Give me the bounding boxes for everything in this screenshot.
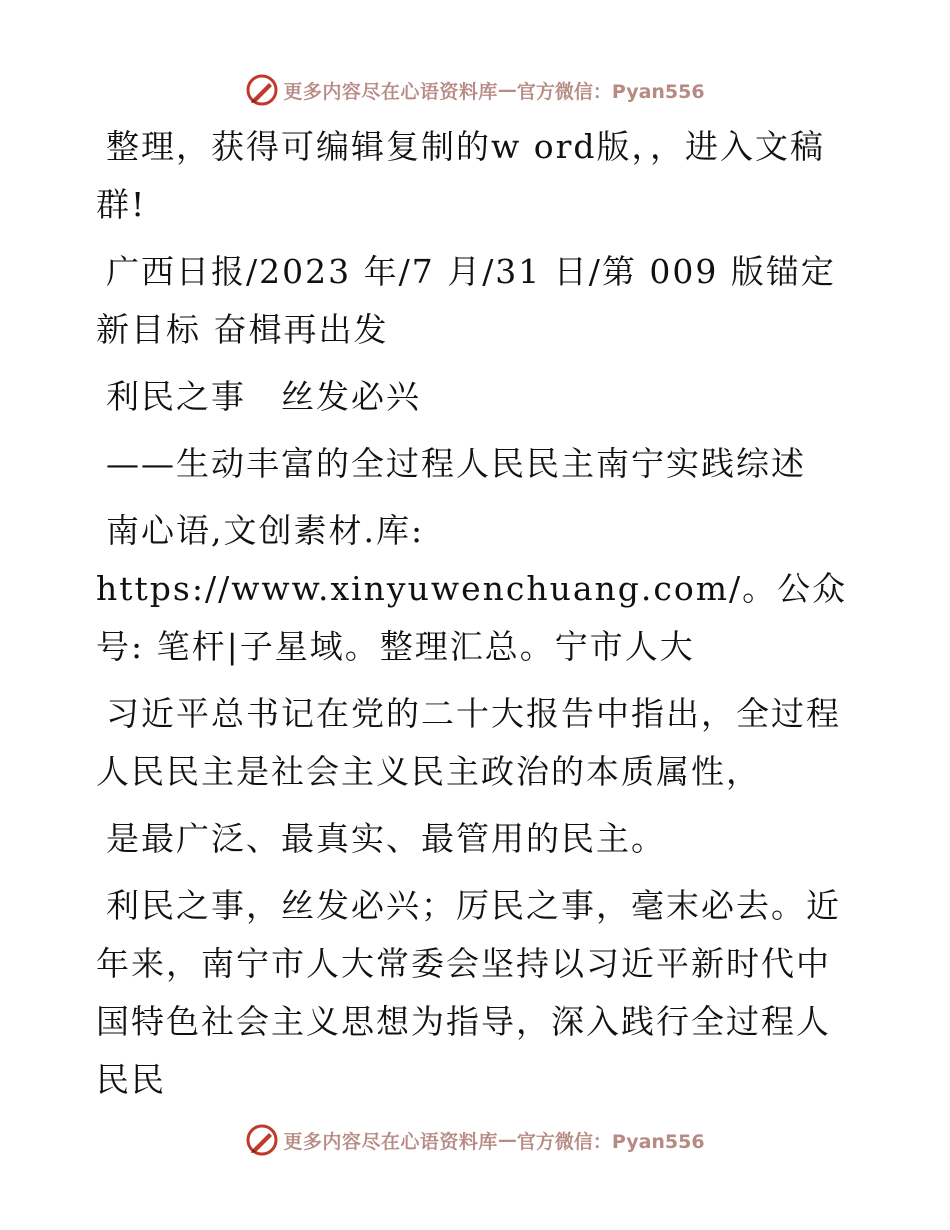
- paragraph-intro: 整理，获得可编辑复制的w ord版，，进入文稿群!: [96, 127, 826, 224]
- banner-separator: —: [497, 1129, 517, 1151]
- logo-icon: [245, 73, 279, 107]
- article-subtitle: ——生动丰富的全过程人民民主南宁实践综述: [106, 444, 806, 483]
- banner-contact: 官方微信：Pyan556: [516, 1130, 705, 1153]
- article-title: 利民之事 丝发必兴: [106, 377, 421, 416]
- paragraph-body-1: 习近平总书记在党的二十大报告中指出，全过程人民民主是社会主义民主政治的本质属性，: [96, 694, 841, 791]
- banner-separator: —: [497, 79, 517, 101]
- banner-text: 更多内容尽在心语资料库: [283, 80, 498, 103]
- paragraph-body-3: 利民之事，丝发必兴；厉民之事，毫末必去。近年来，南宁市人大常委会坚持以习近平新时代中国特色社会主义思想为指导，深入践行全过程人民民: [96, 886, 841, 1099]
- header-banner: [0, 70, 950, 110]
- banner-contact: 官方微信：Pyan556: [516, 80, 705, 103]
- paragraph-body-2: 是最广泛、最真实、最管用的民主。: [106, 819, 666, 858]
- footer-banner: [0, 1120, 950, 1160]
- paragraph-attribution: 南心语,文创素材.库: https://www.xinyuwenchuang.com/。公众号: 笔杆|子星域。整理汇总。宁市人大: [96, 511, 848, 666]
- document-body: [96, 118, 856, 1118]
- banner-text: 更多内容尽在心语资料库: [283, 1130, 498, 1153]
- paragraph-source: 广西日报/2023 年/7 月/31 日/第 009 版锚定新目标 奋楫再出发: [96, 252, 836, 349]
- logo-icon: [245, 1123, 279, 1157]
